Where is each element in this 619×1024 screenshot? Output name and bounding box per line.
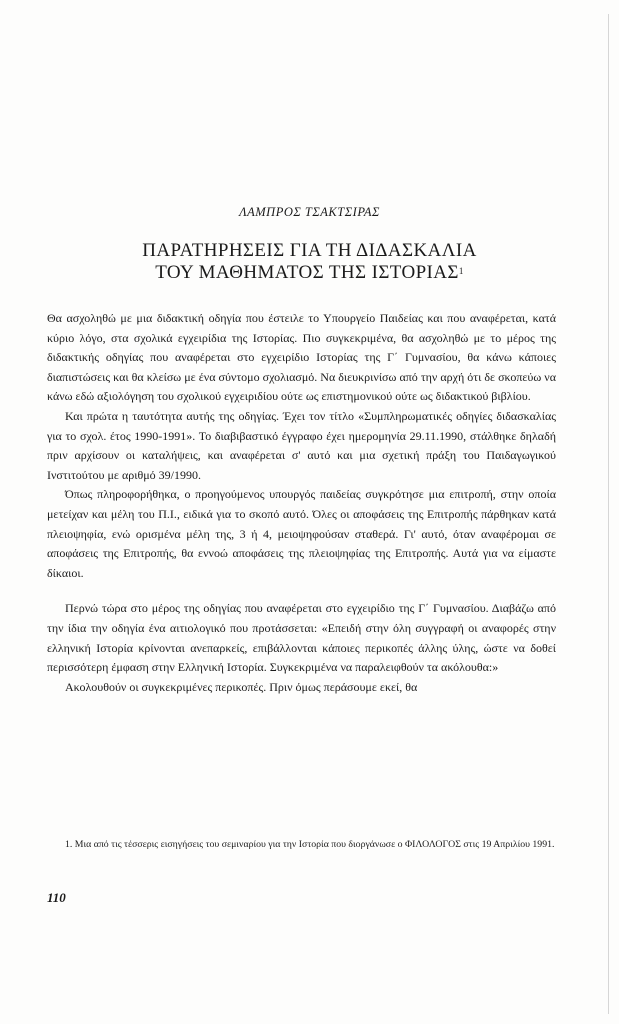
title-line-1: ΠΑΡΑΤΗΡΗΣΕΙΣ ΓΙΑ ΤΗ ΔΙΔΑΣΚΑΛΙΑ xyxy=(142,240,477,261)
paragraph-3: Όπως πληροφορήθηκα, ο προηγούμενος υπουργός παιδείας συγκρότησε μια επιτροπή, στην οποία μετείχαν και μέλη του Π.Ι., ειδικά για το σκοπό αυτό. Όλες οι αποφάσεις της Επιτροπής πάρθηκαν κατά πλειοψηφία, ενώ ορισμένα μέλη της, 3 ή 4, μειοψηφούσαν σταθερά. Γι' αυτό, όταν αναφέρομαι σε αποφάσεις της Επιτροπής, θα εννοώ αποφάσεις της πλειοψηφίας της Επιτροπής. Αυτά για να είμαστε δίκαιοι. xyxy=(47,487,556,580)
footnote xyxy=(47,836,556,853)
paragraph-2: Και πρώτα η ταυτότητα αυτής της οδηγίας. Έχει τον τίτλο «Συμπληρωματικές οδηγίες διδασκαλίας για το σχολ. έτος 1990-1991». Το διαβιβαστικό έγγραφο έχει ημερομηνία 29.11.1990, στάλθηκε δηλαδή πριν αρχίσουν οι καταλήψεις, και αναφέρεται σ' αυτό και μια σχετική πράξη του Παιδαγωγικού Ινστιτούτου με αριθμό 39/1990. xyxy=(47,408,556,482)
page-edge-line xyxy=(608,14,609,1014)
article-body xyxy=(47,309,556,697)
footnote-reference: 1 xyxy=(458,266,464,276)
paragraph-4: Περνώ τώρα στο μέρος της οδηγίας που αναφέρεται στο εγχειρίδιο της Γ΄ Γυμνασίου. Διαβάζω από την ίδια την οδηγία ένα αιτιολογικό που προτάσσεται: «Επειδή στην όλη συγγραφή οι αναφορές στην ελληνική Ιστορία κρίνονται ανεπαρκείς, επιβάλλονται κάποιες περικοπές άλλης ύλης, ώστε να δοθεί περισσότερη έμφαση στην Ελληνική Ιστορία. Συγκεκριμένα να παραλειφθούν τα ακόλουθα:» xyxy=(47,601,556,675)
footnote-text: 1. Μια από τις τέσσερις εισηγήσεις του σεμιναρίου για την Ιστορία που διοργάνωσε ο ΦΙΛΟΛΟΓΟΣ στις 19 Απριλίου 1991. xyxy=(65,839,555,850)
article-title xyxy=(0,240,619,284)
paragraph-5: Ακολουθούν οι συγκεκριμένες περικοπές. Πριν όμως περάσουμε εκεί, θα xyxy=(65,679,418,694)
page-number: 110 xyxy=(47,890,66,905)
title-line-2 xyxy=(0,262,619,284)
author-name: ΛΑΜΠΡΟΣ ΤΣΑΚΤΣΙΡΑΣ xyxy=(239,205,380,219)
title-line-2-text: ΤΟΥ ΜΑΘΗΜΑΤΟΣ ΤΗΣ ΙΣΤΟΡΙΑΣ xyxy=(155,262,459,283)
paragraph-1: Θα ασχοληθώ με μια διδακτική οδηγία που έστειλε το Υπουργείο Παιδείας και που αναφέρεται, κατά κύριο λόγο, στα σχολικά εγχειρίδια της Ιστορίας. Πιο συγκεκριμένα, θα ασχοληθώ με το μέρος της διδακτικής οδηγίας που αναφέρεται στο εγχειρίδιο Ιστορίας της Γ΄ Γυμνασίου, θα κάνω κάποιες διαπιστώσεις και θα κλείσω με ένα σύντομο σχολιασμό. Να διευκρινίσω από την αρχή ότι δε σκοπεύω να κάνω εδώ αξιολόγηση του σχολικού εγχειριδίου ούτε ως επιστημονικού ούτε ως διδακτικού βιβλίου. xyxy=(47,311,556,404)
